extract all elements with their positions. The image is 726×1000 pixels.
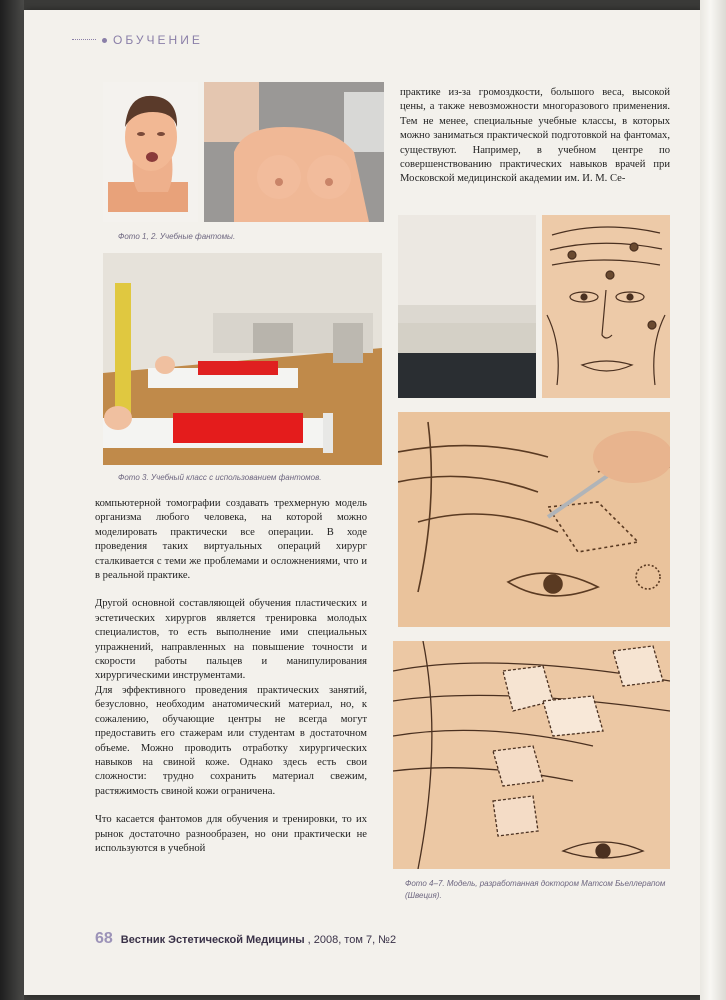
photo-excision-model xyxy=(393,641,670,869)
left-column-text xyxy=(95,497,367,856)
photo-face-model xyxy=(542,215,670,398)
paragraph: практике из-за громоздкости, большого веса, высокой цены, а также невозможности многоразового применения. Тем не менее, специальные учебные классы, в которых можно заниматься практической подготовкой на фантомах, существуют. Например, в учебном центре по совершенствованию практических навыков врачей при Московской медицинской академии им. И. М. Се- xyxy=(400,87,670,185)
section-title: ОБУЧЕНИЕ xyxy=(113,33,203,47)
photo-incision-closeup xyxy=(398,412,670,627)
caption-photos-4-7: Фото 4–7. Модель, разработанная доктором Матсом Бьеллерапом (Швеция). xyxy=(405,879,666,900)
journal-name: Вестник Эстетической Медицины xyxy=(120,934,305,946)
paragraph: Другой основной составляющей обучения пластических и эстетических хирургов является тренировка молодых специалистов, то есть выполнение ими специальных упражнений, направленных на повышение точности и скорости работы пальцев и манипулирования хирургическими инструментами. xyxy=(95,598,367,682)
photo-torso-phantom xyxy=(204,82,384,222)
journal-issue: , 2008, том 7, №2 xyxy=(307,934,397,946)
header-dotted-line xyxy=(72,39,96,41)
right-column-text xyxy=(400,86,670,187)
paragraph: компьютерной томографии создавать трехмерную модель организма любого человека, на которой можно моделировать практически все операции. В ходе проведения таких виртуальных операций хирург сталкивается с теми же проблемами и осложнениями, что и в реальной практике. xyxy=(95,498,367,582)
section-header xyxy=(72,33,203,47)
page-footer xyxy=(95,930,396,948)
caption-photo-3: Фото 3. Учебный класс с использованием фантомов. xyxy=(118,473,322,482)
header-bullet-icon xyxy=(102,38,107,43)
caption-photos-1-2: Фото 1, 2. Учебные фантомы. xyxy=(118,232,236,241)
page-number: 68 xyxy=(95,930,113,947)
paragraph: Для эффективного проведения практических занятий, безусловно, необходим анатомический материал, но, к сожалению, обучающие центры не всегда могут предоставить его стажерам или студентам в достаточном объеме. Можно проводить отработку хирургических навыков на свиной коже. Однако здесь есть свои сложности: трудно сохранить материал свежим, растяжимость свиной кожи ограничена. xyxy=(95,684,367,797)
page-edge xyxy=(700,0,726,1000)
photo-classroom xyxy=(103,253,382,465)
photo-head-phantom xyxy=(103,82,198,222)
paragraph: Что касается фантомов для обучения и тренировки, то их рынок достаточно разнообразен, но они практически не используются в учебной xyxy=(95,814,367,854)
book-spine xyxy=(0,0,24,1000)
photo-skin-layers xyxy=(398,215,536,398)
